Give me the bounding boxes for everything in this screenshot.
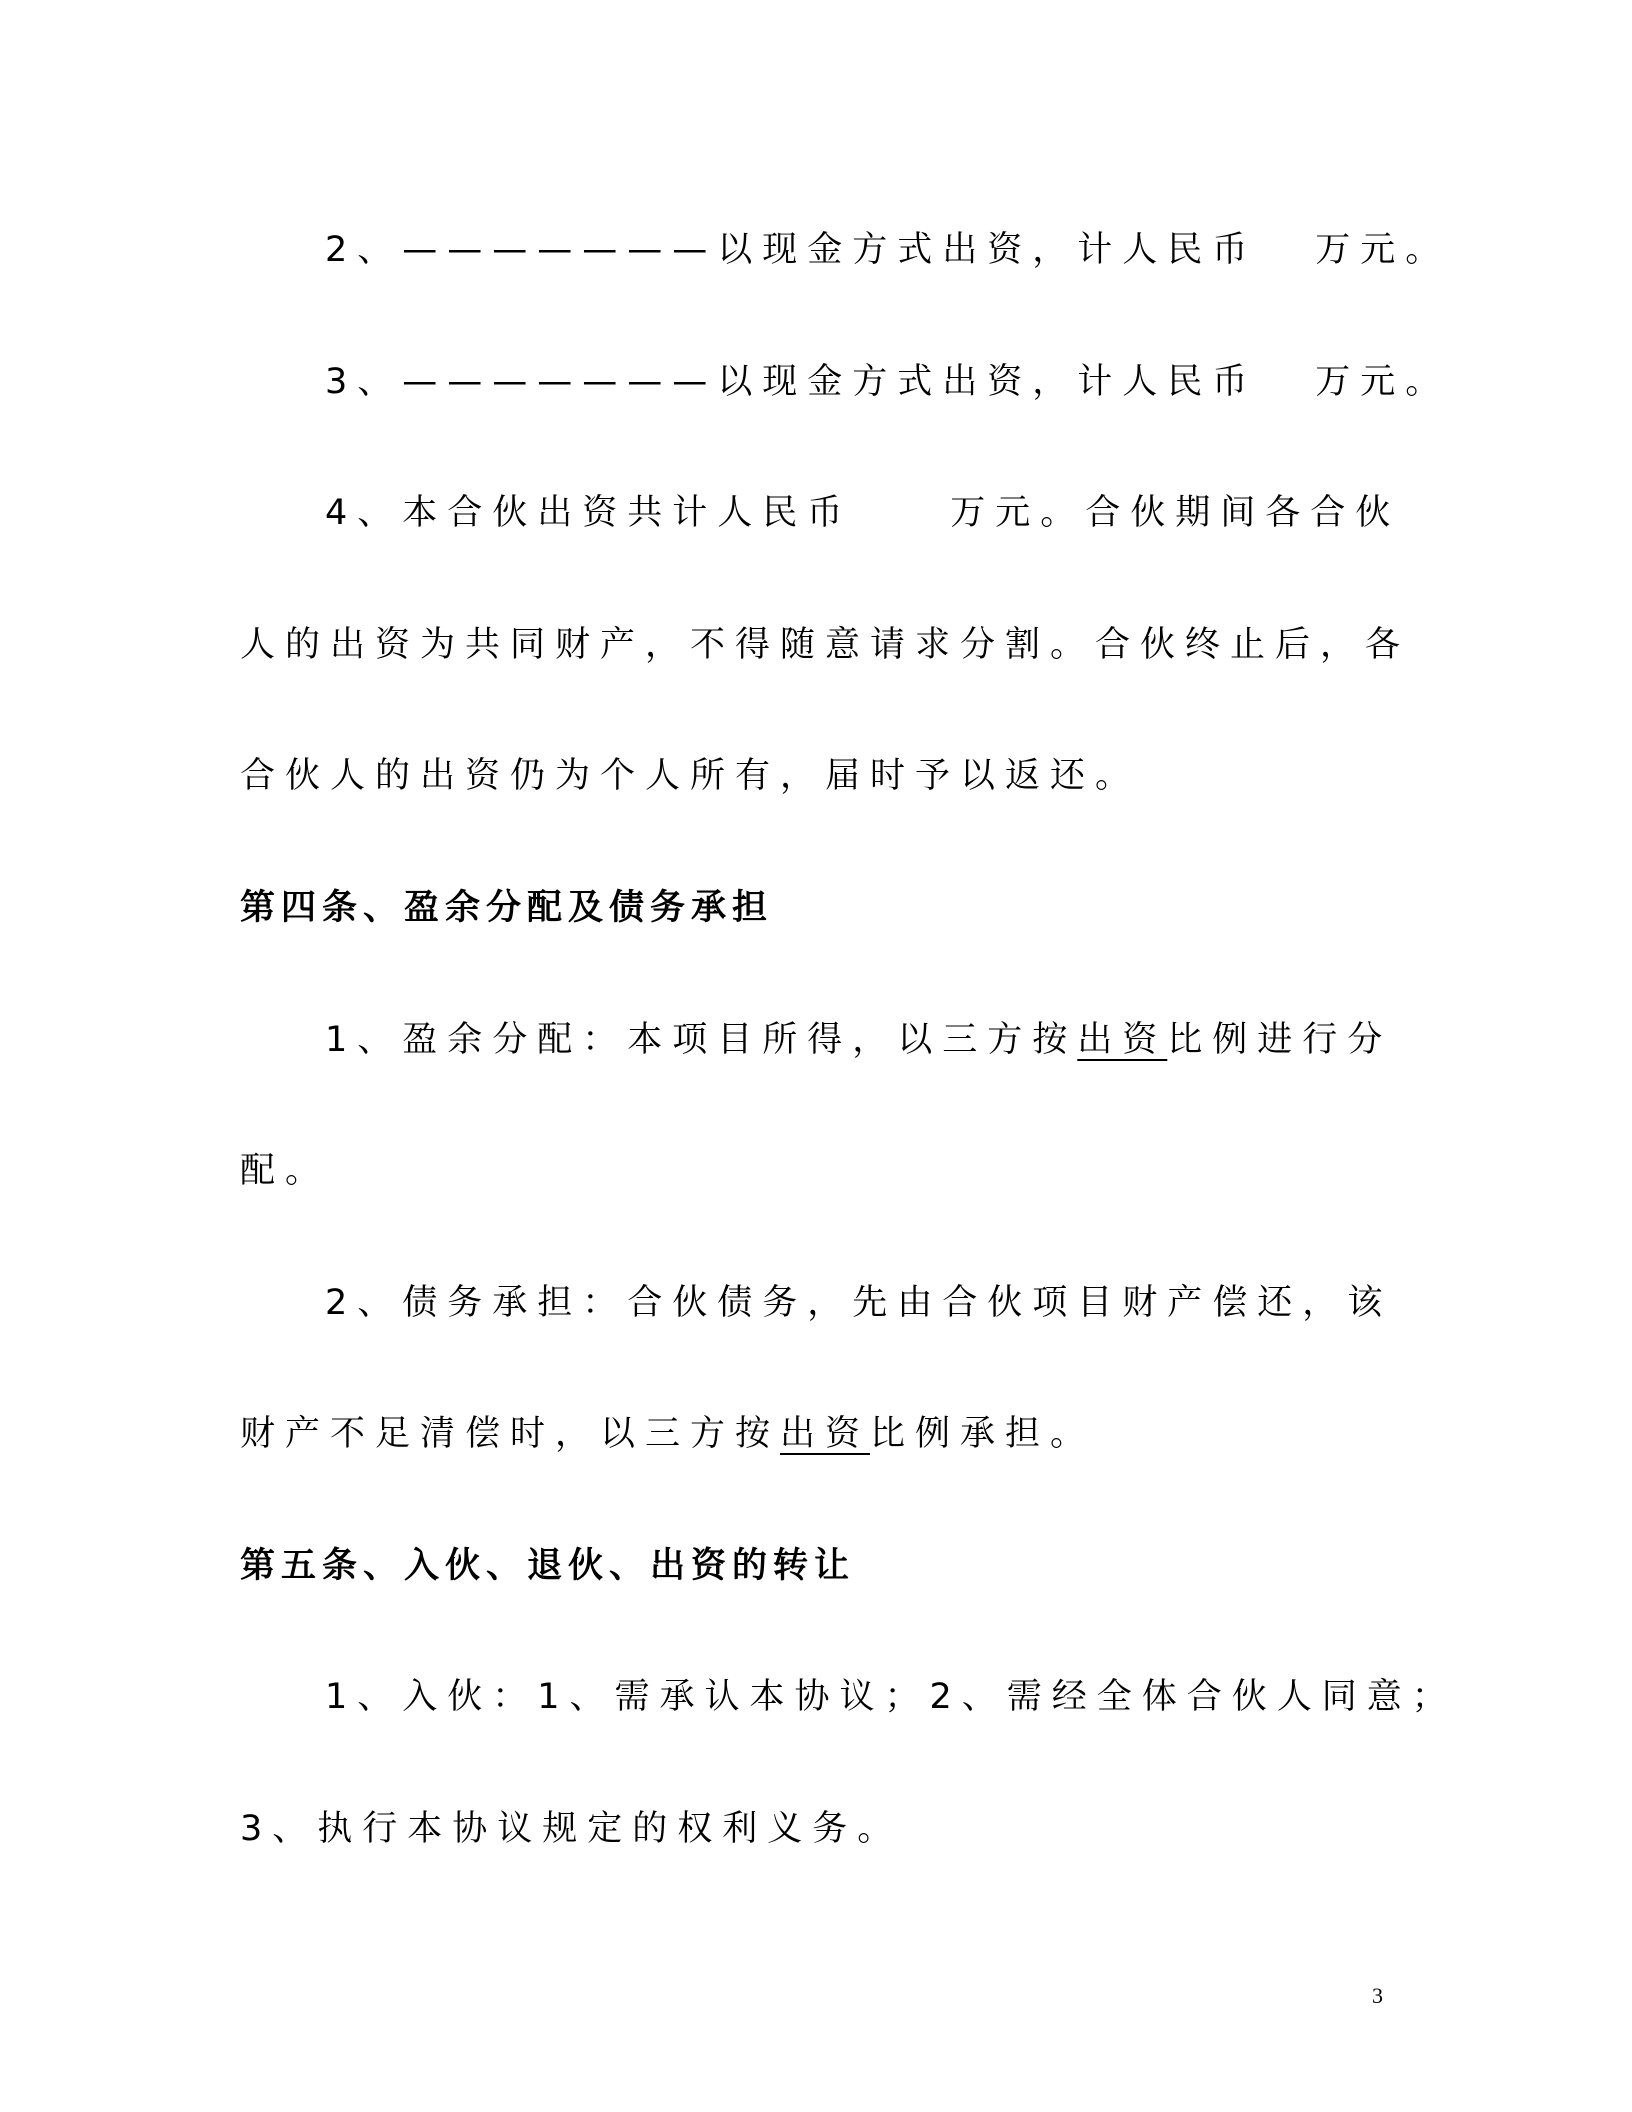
admission-line-2: 3、执行本协议规定的权利义务。 [240,1809,903,1849]
profit-distribution-line-1 [325,1020,1392,1060]
article-5-heading: 第五条、入伙、退伙、出资的转让 [240,1546,856,1586]
capital-contribution-underline: 出资 [780,1414,871,1454]
amount-unit: 万元。 [1315,230,1451,270]
total-capital-line-1 [325,493,1400,533]
debt-text-before: 财产不足清偿时，以三方按 [240,1414,781,1454]
capital-contribution-underline: 出资 [1077,1020,1168,1060]
admission-line-1: 1、入伙：1、需承认本协议；2、需经全体合伙人同意； [325,1677,1457,1717]
total-unit-and-text: 万元。合伙期间各合伙 [950,493,1401,533]
name-blank: ——————— [402,230,718,270]
profit-text-after: 比例进行分 [1167,1020,1393,1060]
amount-unit: 万元。 [1315,362,1451,402]
profit-distribution-line-2: 配。 [240,1151,331,1191]
item-number: 3、 [325,362,403,402]
debt-text-after: 比例承担。 [870,1414,1096,1454]
article-4-heading: 第四条、盈余分配及债务承担 [240,888,774,928]
item-text: 以现金方式出资，计人民币 [717,362,1258,402]
profit-text-before: 1、盈余分配：本项目所得，以三方按 [325,1020,1078,1060]
total-capital-line-3: 合伙人的出资仍为个人所有，届时予以返还。 [240,756,1141,796]
name-blank: ——————— [402,362,718,402]
total-capital-line-2: 人的出资为共同财产，不得随意请求分割。合伙终止后，各 [240,625,1411,665]
item-text: 以现金方式出资，计人民币 [717,230,1258,270]
page-number: 3 [1372,1983,1383,2008]
total-prefix: 4、本合伙出资共计人民币 [325,493,853,533]
item-number: 2、 [325,230,403,270]
debt-bearing-line-1: 2、债务承担：合伙债务，先由合伙项目财产偿还，该 [325,1283,1393,1323]
capital-item-2 [325,230,1450,270]
capital-item-3 [325,362,1450,402]
debt-bearing-line-2 [240,1414,1095,1454]
